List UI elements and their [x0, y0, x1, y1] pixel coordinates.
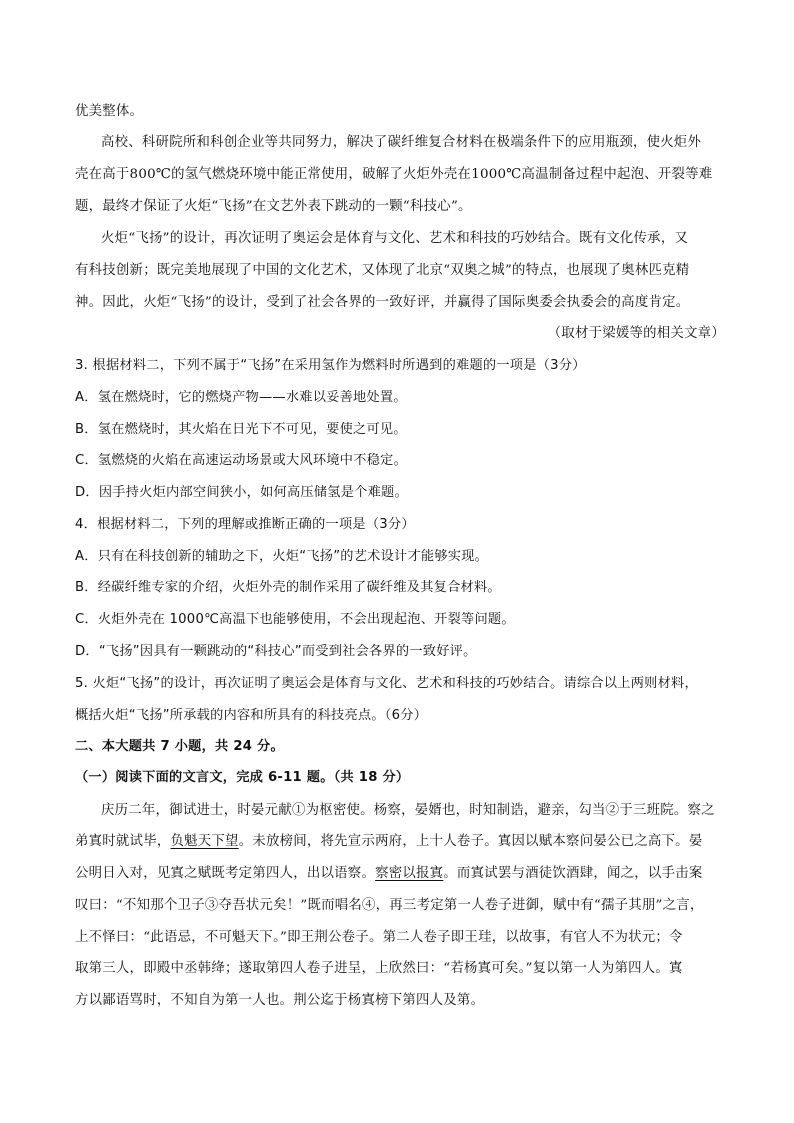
classical-line-2-part-2: 。未放榜间，将先宣示两府，上十人卷子。寘因以赋本察问晏公已之高下。晏 [238, 834, 703, 849]
classical-line-1: 庆历二年，御试进士，时晏元献①为枢密使。杨察，晏婿也，时知制诰，避亲，勾当②于三班院。察之 [101, 803, 715, 818]
question-4-option-b: B．经碳纤维专家的介绍，火炬外壳的制作采用了碳纤维及其复合材料。 [75, 580, 501, 595]
classical-line-4: 叹曰：“不知那个卫子③夺吾状元矣！”既而唱名④，再三考定第一人卷子进御，赋中有“孺子其朋”之言， [75, 898, 704, 913]
underlined-phrase-1: 负魁天下望 [170, 834, 239, 849]
classical-line-5: 上不怿曰：“此语忌，不可魁天下。”即王荆公卷子。第二人卷子即王珪，以故事，有官人不为状元；令 [75, 930, 683, 945]
question-3-option-b: B．氢在燃烧时，其火焰在日光下不可见，要使之可见。 [75, 422, 407, 437]
question-4-option-d: D．“飞扬”因具有一颗跳动的“科技心”而受到社会各界的一致好评。 [75, 644, 477, 659]
question-3-option-c: C．氢燃烧的火焰在高速运动场景或大风环境中不稳定。 [75, 453, 407, 468]
question-4-option-a: A．只有在科技创新的辅助之下，火炬“飞扬”的艺术设计才能够实现。 [75, 549, 489, 564]
material2-line-6: 有科技创新；既完美地展现了中国的文化艺术，又体现了北京“双奥之城”的特点，也展现了奥林匹克精 [75, 263, 690, 278]
material2-line-5: 火炬“飞扬”的设计，再次证明了奥运会是体育与文化、艺术和科技的巧妙结合。既有文化传承，又 [101, 231, 689, 246]
material2-line-1: 优美整体。 [75, 104, 144, 119]
material2-line-4: 题，最终才保证了火炬“飞扬”在文艺外表下跳动的一颗“科技心”。 [75, 199, 472, 214]
classical-line-2-part-1: 弟寘时就试毕， [75, 834, 171, 849]
material2-line-7: 神。因此，火炬“飞扬”的设计，受到了社会各界的一致好评，并赢得了国际奥委会执委会的高度肯定。 [75, 295, 690, 310]
classical-line-3-part-1: 公明日入对，见寘之赋既考定第四人，出以语察。 [75, 866, 376, 881]
question-4-option-c: C．火炬外壳在 1000℃高温下也能够使用，不会出现起泡、开裂等问题。 [75, 612, 515, 627]
classical-line-6: 取第三人，即殿中丞韩绛；遂取第四人卷子进呈，上欣然曰：“若杨寘可矣。”复以第一人为第四人。寘 [75, 961, 683, 976]
question-4-stem: 4．根据材料二，下列的理解或推断正确的一项是（3分） [75, 517, 415, 532]
question-5-line-2: 概括火炬“飞扬”所承载的内容和所具有的科技亮点。（6分） [75, 708, 428, 723]
question-3-option-a: A．氢在燃烧时，它的燃烧产物——水难以妥善地处置。 [75, 390, 407, 405]
underlined-phrase-2: 察密以报寘 [375, 866, 444, 881]
classical-line-3-part-2: 。而寘试罢与酒徒饮酒肆，闻之，以手击案 [443, 866, 703, 881]
material2-source: （取材于梁媛等的相关文章） [547, 326, 725, 341]
classical-line-2 [75, 832, 725, 852]
question-5-line-1: 5. 火炬“飞扬”的设计，再次证明了奥运会是体育与文化、艺术和科技的巧妙结合。请综合以上两则材料， [75, 676, 698, 691]
section-2-subheading: （一）阅读下面的文言文，完成 6-11 题。（共 18 分） [75, 770, 410, 785]
question-3-stem: 3. 根据材料二，下列不属于“飞扬”在采用氢作为燃料时所遇到的难题的一项是（3分） [75, 358, 586, 373]
material2-line-3: 壳在高于800℃的氢气燃烧环境中能正常使用，破解了火炬外壳在1000℃高温制备过程中起泡、开裂等难 [75, 167, 713, 182]
question-3-option-d: D．因手持火炬内部空间狭小，如何高压储氢是个难题。 [75, 485, 408, 500]
material2-line-2: 高校、科研院所和科创企业等共同努力，解决了碳纤维复合材料在极端条件下的应用瓶颈，使火炬外 [101, 135, 702, 150]
section-2-heading: 二、本大题共 7 小题，共 24 分。 [75, 739, 284, 754]
classical-line-7: 方以鄙语骂时，不知自为第一人也。荆公迄于杨寘榜下第四人及第。 [75, 993, 485, 1008]
classical-line-3 [75, 864, 725, 884]
